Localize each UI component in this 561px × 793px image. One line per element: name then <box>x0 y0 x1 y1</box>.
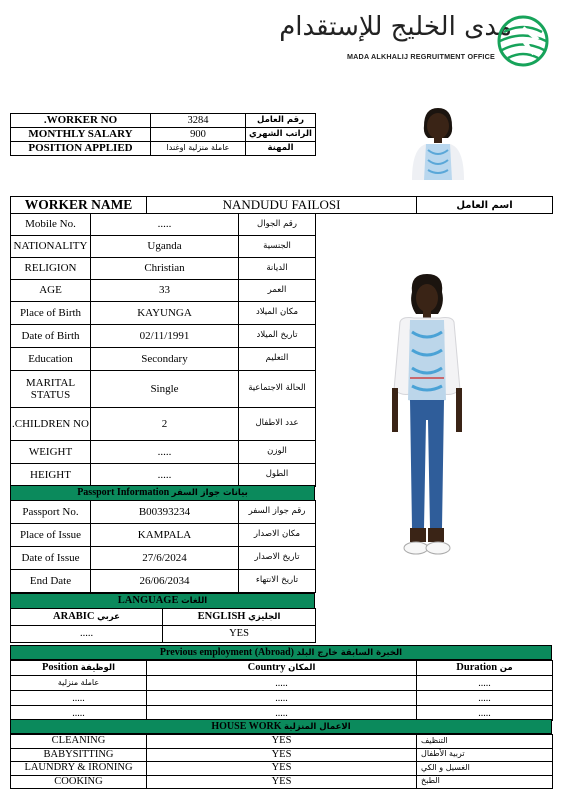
details-label-ar: رقم الجوال <box>239 214 316 236</box>
worker-full-body-photo <box>372 270 482 570</box>
passport-label-en: Passport No. <box>11 501 91 524</box>
details-row <box>11 325 316 348</box>
details-value: 2 <box>91 408 239 441</box>
language-section-header <box>10 593 315 609</box>
company-logo-text-en: MADA ALKHALIJ REGRUITMENT OFFICE <box>346 52 495 61</box>
duration-column-header <box>417 661 553 676</box>
position-header-en: Position <box>42 662 79 674</box>
details-label-en: RELIGION <box>11 258 91 280</box>
worker-portrait-photo <box>398 104 478 180</box>
summary-row-salary <box>11 128 316 142</box>
worker-name-value: NANDUDU FAILOSI <box>147 197 417 214</box>
house-work-row <box>11 775 553 789</box>
worker-name-table <box>10 196 553 214</box>
passport-row <box>11 501 316 524</box>
english-label-en: ENGLISH <box>197 611 246 623</box>
house-work-label-ar: التنظيف <box>417 735 553 749</box>
summary-value: عاملة منزلية اوغندا <box>151 142 246 156</box>
house-work-label-ar: الغسيل و الكي <box>417 762 553 776</box>
details-label-en: .CHILDREN NO <box>11 408 91 441</box>
company-logo-text-ar: مدى الخليج للإستقدام <box>279 12 512 42</box>
house-work-value: YES <box>147 748 417 762</box>
country-cell: ..... <box>147 706 417 721</box>
summary-row-position <box>11 142 316 156</box>
passport-label-ar: تاريخ الاصدار <box>239 547 316 570</box>
passport-label-en: Date of Issue <box>11 547 91 570</box>
summary-label-en: MONTHLY SALARY <box>11 128 151 142</box>
language-arabic-header <box>11 609 163 626</box>
passport-row <box>11 524 316 547</box>
details-label-en: Education <box>11 348 91 371</box>
details-label-en: NATIONALITY <box>11 236 91 258</box>
language-title-en: LANGUAGE <box>117 595 179 606</box>
details-value: Christian <box>91 258 239 280</box>
details-value: Uganda <box>91 236 239 258</box>
house-work-title-en: HOUSE WORK <box>211 721 282 732</box>
position-cell: ..... <box>11 691 147 706</box>
details-label-ar: الحالة الاجتماعية <box>239 371 316 408</box>
house-work-label-en: BABYSITTING <box>11 748 147 762</box>
house-work-row <box>11 735 553 749</box>
details-label-ar: الطول <box>239 464 316 487</box>
summary-label-ar: المهنة <box>246 142 316 156</box>
details-label-en: AGE <box>11 280 91 302</box>
details-value: 02/11/1991 <box>91 325 239 348</box>
previous-employment-title-ar: الخبرة السابقة خارج البلد <box>296 648 403 658</box>
passport-value: KAMPALA <box>91 524 239 547</box>
details-value: Single <box>91 371 239 408</box>
duration-header-ar: من <box>499 663 513 674</box>
duration-cell: ..... <box>417 706 553 721</box>
passport-table <box>10 500 316 593</box>
passport-label-ar: تاريخ الانتهاء <box>239 570 316 593</box>
house-work-label-en: CLEANING <box>11 735 147 749</box>
passport-value: 27/6/2024 <box>91 547 239 570</box>
house-work-label-en: COOKING <box>11 775 147 789</box>
details-row <box>11 258 316 280</box>
english-label-ar: الجليزي <box>248 612 281 623</box>
arabic-label-en: ARABIC <box>53 611 95 623</box>
previous-employment-title-en: Previous employment (Abroad) <box>159 647 294 658</box>
arabic-label-ar: عربي <box>97 612 120 623</box>
details-label-en: Mobile No. <box>11 214 91 236</box>
language-value-row <box>11 626 316 643</box>
details-row <box>11 348 316 371</box>
details-label-ar: الوزن <box>239 441 316 464</box>
details-label-en: HEIGHT <box>11 464 91 487</box>
globe-logo-icon <box>496 14 550 68</box>
summary-label-en: .WORKER NO <box>11 114 151 128</box>
details-label-en: MARITAL STATUS <box>11 371 91 408</box>
details-row <box>11 408 316 441</box>
personal-details-table <box>10 213 316 487</box>
language-header-row <box>11 609 316 626</box>
summary-label-ar: الراتب الشهري <box>246 128 316 142</box>
summary-label-en: POSITION APPLIED <box>11 142 151 156</box>
arabic-level-value: ..... <box>11 626 163 643</box>
passport-label-ar: مكان الاصدار <box>239 524 316 547</box>
previous-employment-header-row <box>11 661 553 676</box>
duration-header-en: Duration <box>456 662 498 674</box>
passport-value: B00393234 <box>91 501 239 524</box>
house-work-row <box>11 748 553 762</box>
house-work-table <box>10 734 553 789</box>
details-row <box>11 236 316 258</box>
passport-title-en: Passport Information <box>77 487 170 498</box>
passport-label-ar: رقم جواز السفر <box>239 501 316 524</box>
country-header-en: Country <box>247 662 286 674</box>
worker-name-label-ar: اسم العامل <box>417 197 553 214</box>
details-row <box>11 464 316 487</box>
details-row <box>11 214 316 236</box>
details-label-ar: الديانة <box>239 258 316 280</box>
house-work-value: YES <box>147 735 417 749</box>
position-column-header <box>11 661 147 676</box>
house-work-label-ar: تربية الأطفال <box>417 748 553 762</box>
language-english-header <box>163 609 316 626</box>
summary-label-ar: رقم العامل <box>246 114 316 128</box>
details-label-en: WEIGHT <box>11 441 91 464</box>
details-row <box>11 280 316 302</box>
passport-row <box>11 570 316 593</box>
duration-cell: ..... <box>417 691 553 706</box>
house-work-value: YES <box>147 762 417 776</box>
details-row <box>11 441 316 464</box>
house-work-label-en: LAUNDRY & IRONING <box>11 762 147 776</box>
country-cell: ..... <box>147 676 417 691</box>
house-work-title-ar: الاعمال المنزلية <box>283 722 351 732</box>
house-work-value: YES <box>147 775 417 789</box>
house-work-row <box>11 762 553 776</box>
passport-label-en: Place of Issue <box>11 524 91 547</box>
passport-row <box>11 547 316 570</box>
details-value: Secondary <box>91 348 239 371</box>
details-label-ar: مكان الميلاد <box>239 302 316 325</box>
summary-table <box>10 113 316 156</box>
details-label-ar: عدد الاطفال <box>239 408 316 441</box>
details-value: KAYUNGA <box>91 302 239 325</box>
previous-employment-section-header <box>10 645 552 660</box>
summary-value: 3284 <box>151 114 246 128</box>
details-label-ar: التعليم <box>239 348 316 371</box>
position-cell: عاملة منزلية <box>11 676 147 691</box>
passport-section-header <box>10 485 315 501</box>
details-label-ar: العمر <box>239 280 316 302</box>
previous-employment-table <box>10 660 553 721</box>
previous-employment-row <box>11 676 553 691</box>
house-work-label-ar: الطبخ <box>417 775 553 789</box>
details-label-en: Place of Birth <box>11 302 91 325</box>
worker-name-label-en: WORKER NAME <box>11 197 147 214</box>
summary-value: 900 <box>151 128 246 142</box>
position-cell: ..... <box>11 706 147 721</box>
language-table <box>10 608 316 643</box>
english-level-value: YES <box>163 626 316 643</box>
details-row <box>11 302 316 325</box>
details-label-ar: تاريخ الميلاد <box>239 325 316 348</box>
house-work-section-header <box>10 719 552 734</box>
details-label-ar: الجنسية <box>239 236 316 258</box>
previous-employment-row <box>11 691 553 706</box>
country-column-header <box>147 661 417 676</box>
passport-value: 26/06/2034 <box>91 570 239 593</box>
language-title-ar: اللغات <box>181 596 208 606</box>
duration-cell: ..... <box>417 676 553 691</box>
details-value: ..... <box>91 464 239 487</box>
position-header-ar: الوظيفة <box>80 663 115 674</box>
details-label-en: Date of Birth <box>11 325 91 348</box>
details-value: 33 <box>91 280 239 302</box>
country-cell: ..... <box>147 691 417 706</box>
passport-title-ar: بيانات جواز السفر <box>171 488 248 498</box>
passport-label-en: End Date <box>11 570 91 593</box>
country-header-ar: المكان <box>288 663 316 674</box>
details-value: ..... <box>91 214 239 236</box>
details-value: ..... <box>91 441 239 464</box>
summary-row-worker-no <box>11 114 316 128</box>
details-row <box>11 371 316 408</box>
